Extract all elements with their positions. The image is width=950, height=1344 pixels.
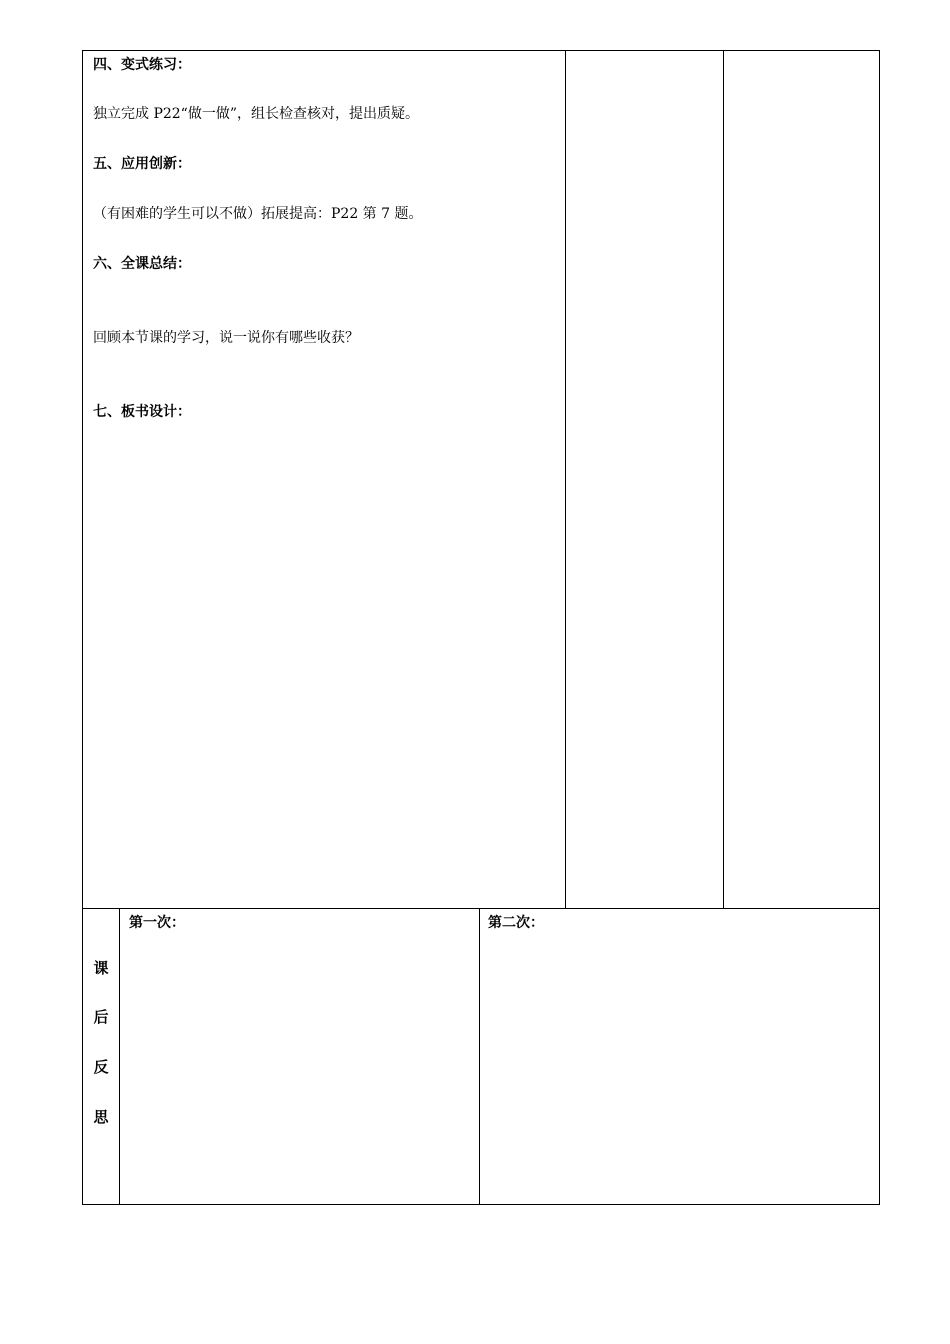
column-divider-1 xyxy=(565,51,566,909)
row-divider xyxy=(83,908,879,909)
column-divider-2 xyxy=(723,51,724,909)
second-reflection-label: 第二次： xyxy=(488,915,544,931)
reflection-label-char: 后 xyxy=(93,1008,109,1026)
reflection-middle-divider xyxy=(479,908,480,1204)
reflection-label-char: 反 xyxy=(93,1058,109,1076)
section7-heading: 七、板书设计： xyxy=(93,404,191,420)
section5-heading: 五、应用创新： xyxy=(93,156,191,172)
section4-text: 独立完成 P22“做一做”，组长检查核对，提出质疑。 xyxy=(93,106,419,122)
first-reflection-label: 第一次： xyxy=(129,915,185,931)
reflection-label-char: 思 xyxy=(93,1108,109,1126)
section6-heading: 六、全课总结： xyxy=(93,256,191,272)
section5-text: （有困难的学生可以不做）拓展提高：P22 第 7 题。 xyxy=(93,206,423,222)
section4-heading: 四、变式练习： xyxy=(93,57,191,73)
reflection-label-divider xyxy=(119,908,120,1204)
lesson-plan-table xyxy=(82,50,880,1205)
section6-text: 回顾本节课的学习，说一说你有哪些收获？ xyxy=(93,330,359,346)
reflection-label-char: 课 xyxy=(93,959,109,977)
